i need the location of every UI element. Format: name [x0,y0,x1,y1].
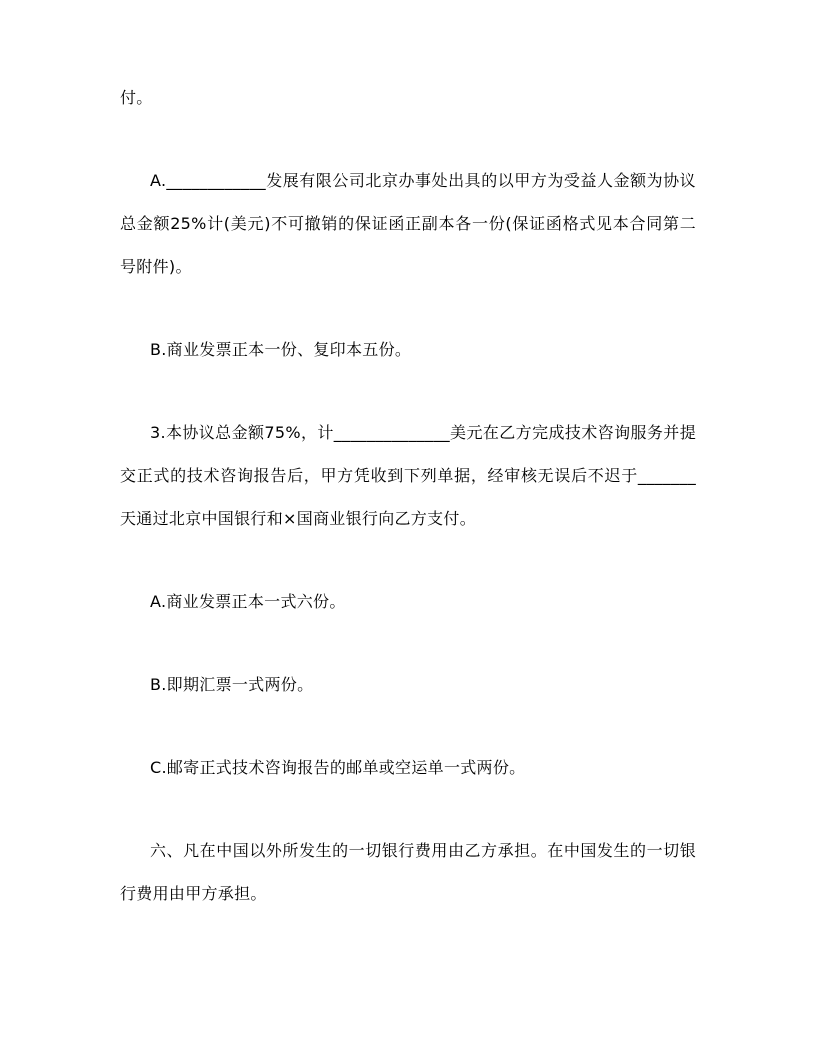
paragraph-clause-6-bank-charges: 六、凡在中国以外所发生的一切银行费用由乙方承担。在中国发生的一切银行费用由甲方承担。 [120,841,696,903]
paragraph-item-a-guarantee-letter: A.____________发展有限公司北京办事处出具的以甲方为受益人金额为协议总金额25%计(美元)不可撤销的保证函正副本各一份(保证函格式见本合同第二号附件)。 [120,171,696,276]
paragraph-item-b-commercial-invoice: B.商业发票正本一份、复印本五份。 [150,340,412,359]
paragraph-item-a-invoice-six-copies: A.商业发票正本一式六份。 [150,592,346,611]
paragraph-item-c-mailing-receipt: C.邮寄正式技术咨询报告的邮单或空运单一式两份。 [150,758,526,777]
paragraph-continuation-fu: 付。 [120,88,153,107]
contract-body [120,76,696,915]
paragraph-item-b-sight-draft: B.即期汇票一式两份。 [150,675,314,694]
paragraph-item-3-payment-75-percent: 3.本协议总金额75%，计______________美元在乙方完成技术咨询服务并提交正式的技术咨询报告后，甲方凭收到下列单据，经审核无误后不迟于_______天通过北京中国银行和×国商业银行向乙方支付。 [120,423,696,528]
